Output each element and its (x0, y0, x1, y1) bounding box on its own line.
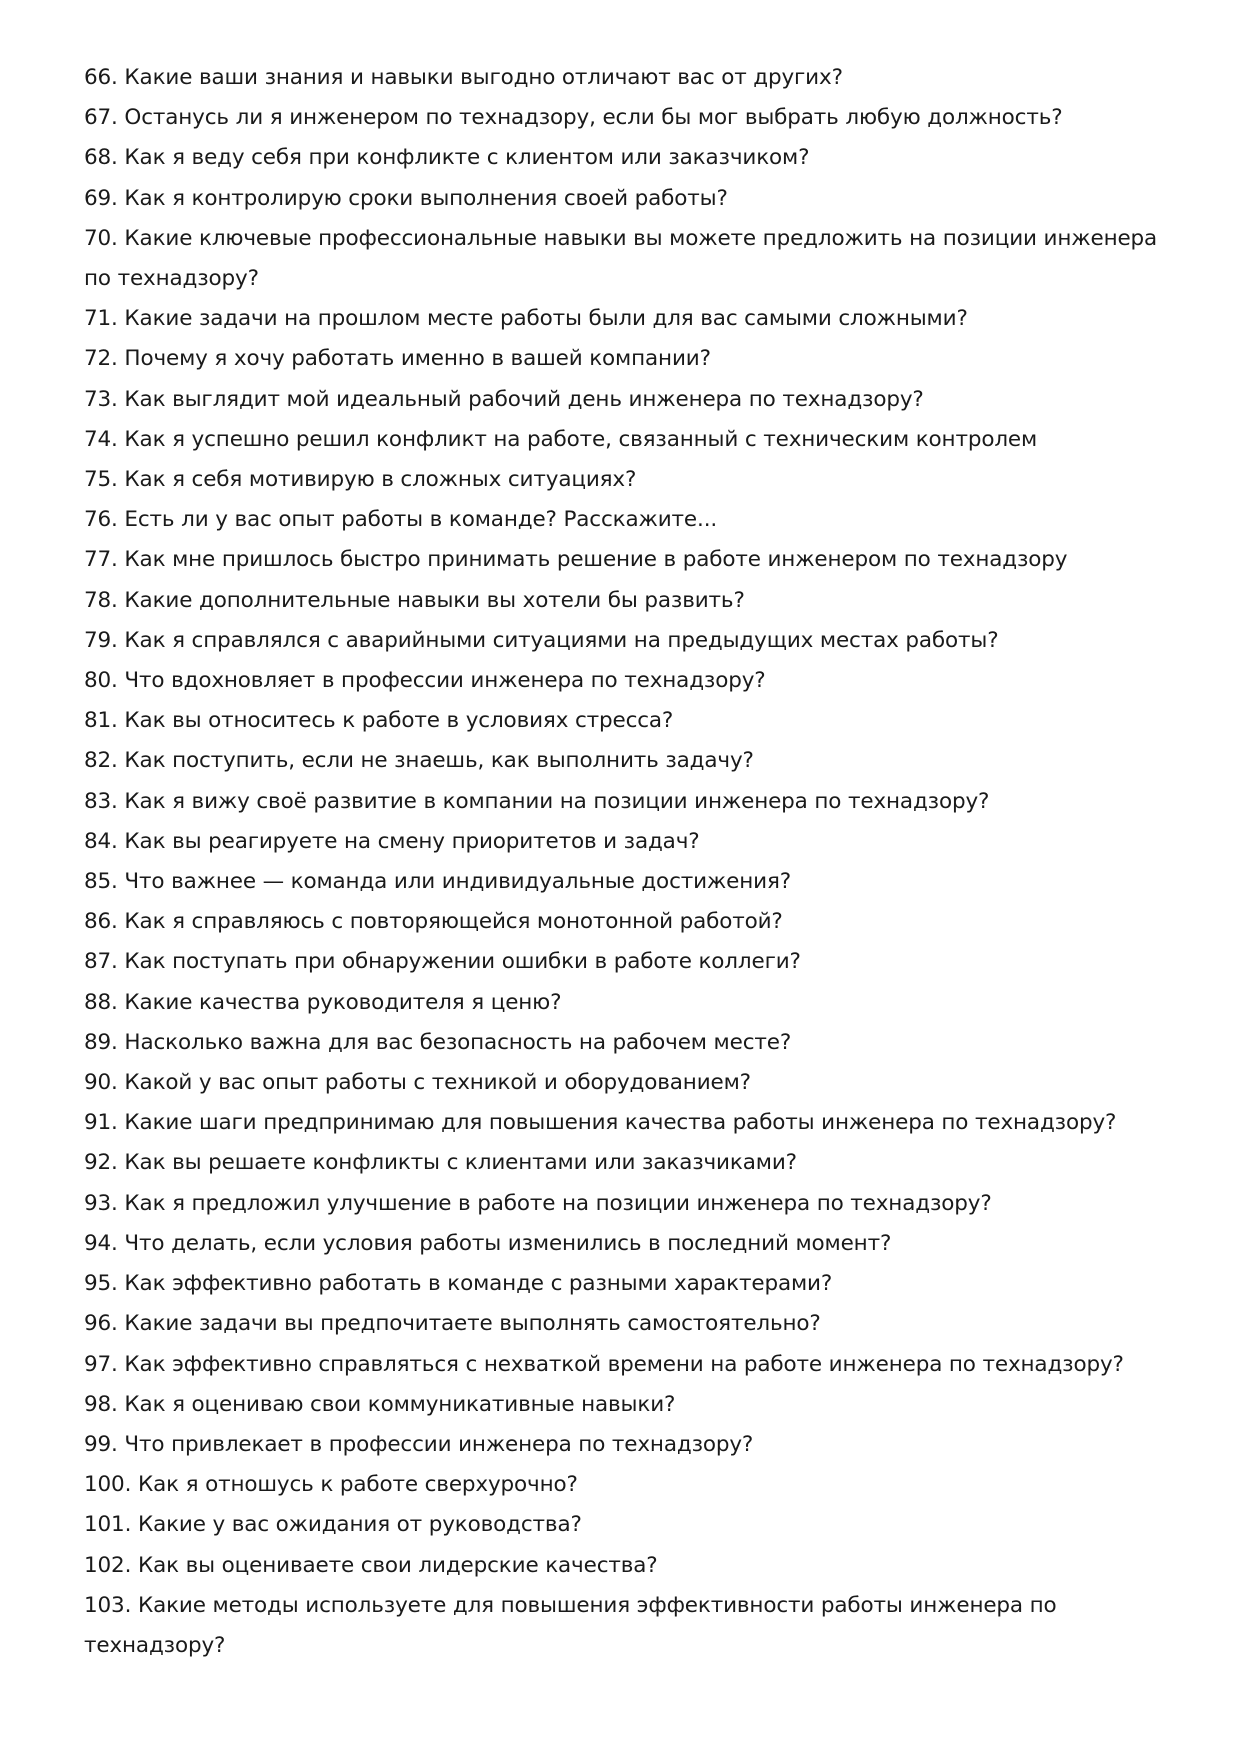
question-item: 67. Останусь ли я инженером по технадзору, если бы мог выбрать любую должность? (84, 105, 1063, 131)
question-item: 76. Есть ли у вас опыт работы в команде? Расскажите... (84, 507, 718, 533)
question-item: 93. Как я предложил улучшение в работе на позиции инженера по технадзору? (84, 1190, 992, 1216)
question-item: 70. Какие ключевые профессиональные навыки вы можете предложить на позиции инженера по технадзору? (84, 225, 1158, 292)
question-item: 101. Какие у вас ожидания от руководства? (84, 1512, 582, 1538)
question-item: 90. Какой у вас опыт работы с техникой и оборудованием? (84, 1070, 751, 1096)
question-list (84, 58, 1164, 1666)
question-item: 103. Какие методы используете для повышения эффективности работы инженера по технадзору? (84, 1592, 1057, 1658)
question-item: 84. Как вы реагируете на смену приоритетов и задач? (84, 828, 700, 854)
question-item: 83. Как я вижу своё развитие в компании на позиции инженера по технадзору? (84, 788, 990, 814)
question-item: 72. Почему я хочу работать именно в вашей компании? (84, 346, 711, 372)
question-item: 66. Какие ваши знания и навыки выгодно отличают вас от других? (84, 65, 843, 90)
question-item: 78. Какие дополнительные навыки вы хотели бы развить? (84, 587, 745, 613)
question-item: 88. Какие качества руководителя я ценю? (84, 989, 562, 1015)
question-item: 97. Как эффективно справляться с нехваткой времени на работе инженера по технадзору? (84, 1351, 1124, 1377)
question-item: 82. Как поступить, если не знаешь, как выполнить задачу? (84, 748, 754, 774)
question-item: 99. Что привлекает в профессии инженера по технадзору? (84, 1431, 754, 1457)
question-item: 77. Как мне пришлось быстро принимать решение в работе инженером по технадзору (84, 547, 1068, 573)
question-item: 100. Как я отношусь к работе сверхурочно? (84, 1472, 578, 1498)
question-item: 91. Какие шаги предпринимаю для повышения качества работы инженера по технадзору? (84, 1110, 1117, 1136)
question-item: 79. Как я справлялся с аварийными ситуациями на предыдущих местах работы? (84, 627, 999, 653)
question-item: 87. Как поступать при обнаружении ошибки в работе коллеги? (84, 949, 801, 975)
question-item: 94. Что делать, если условия работы изменились в последний момент? (84, 1230, 892, 1256)
question-item: 73. Как выглядит мой идеальный рабочий день инженера по технадзору? (84, 386, 924, 412)
question-item: 71. Какие задачи на прошлом месте работы были для вас самыми сложными? (84, 306, 968, 332)
question-item: 86. Как я справляюсь с повторяющейся монотонной работой? (84, 909, 783, 935)
question-item: 102. Как вы оцениваете свои лидерские качества? (84, 1552, 658, 1578)
question-item: 74. Как я успешно решил конфликт на работе, связанный с техническим контролем (84, 426, 1038, 452)
question-item: 81. Как вы относитесь к работе в условиях стресса? (84, 708, 674, 734)
question-item: 95. Как эффективно работать в команде с разными характерами? (84, 1271, 833, 1297)
question-item: 75. Как я себя мотивирую в сложных ситуациях? (84, 467, 637, 493)
question-item: 68. Как я веду себя при конфликте с клиентом или заказчиком? (84, 145, 810, 171)
question-item: 89. Насколько важна для вас безопасность на рабочем месте? (84, 1029, 792, 1055)
question-item: 85. Что важнее — команда или индивидуальные достижения? (84, 869, 792, 895)
question-item: 92. Как вы решаете конфликты с клиентами или заказчиками? (84, 1150, 797, 1176)
question-item: 80. Что вдохновляет в профессии инженера по технадзору? (84, 668, 766, 694)
question-item: 98. Как я оцениваю свои коммуникативные навыки? (84, 1391, 676, 1417)
question-item: 96. Какие задачи вы предпочитаете выполнять самостоятельно? (84, 1311, 821, 1337)
question-item: 69. Как я контролирую сроки выполнения своей работы? (84, 185, 728, 211)
